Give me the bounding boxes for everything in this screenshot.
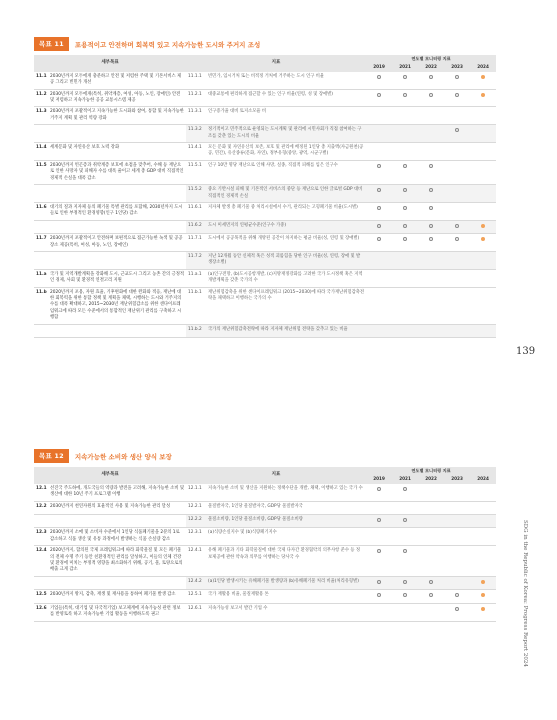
target-text: 2030년까지 천연자원의 효율적인 사용 및 지속가능한 관리 달성 — [48, 501, 186, 514]
target-number — [34, 515, 48, 528]
target-number: 11.1 — [34, 72, 48, 89]
year-cell — [418, 160, 444, 184]
year-header: 2022 — [418, 63, 444, 71]
indicator-text: 지속가능성 보고서 발간 기업 수 — [206, 603, 366, 621]
year-cell — [470, 590, 496, 603]
table-row — [34, 590, 496, 603]
year-cell — [444, 202, 470, 220]
year-cell — [392, 125, 418, 143]
target-number: 12.4 — [34, 546, 48, 577]
year-cell — [392, 107, 418, 125]
year-cell — [392, 185, 418, 203]
target-number: 11.5 — [34, 160, 48, 184]
year-cell — [366, 528, 392, 546]
target-text: 세계문화 및 자연유산 보호 노력 강화 — [48, 143, 186, 161]
table-row — [34, 202, 496, 220]
year-cell — [418, 220, 444, 233]
open-circle-marker — [429, 224, 433, 228]
indicator-number: 11.b.1 — [186, 287, 206, 324]
report-title-vertical: SDG in the Republic of Korea: Progress Report 2024 — [522, 520, 528, 667]
target-header: 세부목표 — [34, 467, 186, 484]
year-cell — [418, 143, 444, 161]
indicator-text: 재난위험감축을 위한 센다이프레임워크 (2015~2030)에 따라 국가재난위험감축전략을 채택하고 이행하는 국가의 수 — [206, 287, 366, 324]
open-circle-marker — [455, 75, 459, 79]
table-row — [34, 220, 496, 233]
indicator-number: 11.5.2 — [186, 185, 206, 203]
year-cell — [392, 234, 418, 252]
indicator-number: 12.3.1 — [186, 528, 206, 546]
year-cell — [470, 324, 496, 337]
indicator-number: 11.2.1 — [186, 89, 206, 107]
table-row — [34, 251, 496, 269]
year-cell — [392, 515, 418, 528]
year-cell — [366, 515, 392, 528]
indicator-text: 대중교통에 편리하게 접근할 수 있는 인구 비율(연령, 성 및 장애별) — [206, 89, 366, 107]
year-cell — [470, 160, 496, 184]
monitoring-header: 연도별 모니터링 지표 — [366, 55, 496, 63]
target-number — [34, 220, 48, 233]
year-cell — [392, 590, 418, 603]
indicator-text: 중요 기반시설 피해 및 기본적인 서비스의 중단 등 재난으로 인한 글로벌 GDP 대비 직접적인 경제적 손실 — [206, 185, 366, 203]
open-circle-marker — [377, 518, 381, 522]
year-cell — [418, 72, 444, 89]
indicator-text: 인구증가율 대비 토지소모율 비 — [206, 107, 366, 125]
year-cell — [392, 72, 418, 89]
year-cell — [366, 501, 392, 514]
year-cell — [366, 107, 392, 125]
indicator-number: 12.4.1 — [186, 546, 206, 577]
indicator-text: 인구 10만 명당 재난으로 인해 사망, 실종, 직접적 피해를 입은 인구수 — [206, 160, 366, 184]
indicator-number: 11.6.1 — [186, 202, 206, 220]
year-cell — [366, 324, 392, 337]
target-number: 12.5 — [34, 590, 48, 603]
open-circle-marker — [455, 128, 459, 132]
year-header: 2023 — [444, 63, 470, 71]
goal-12-header — [34, 449, 172, 463]
indicator-text: 도시 미세먼지의 연평균수준(인구수 가중) — [206, 220, 366, 233]
open-circle-marker — [429, 188, 433, 192]
year-cell — [444, 160, 470, 184]
open-circle-marker — [377, 206, 381, 210]
filled-dot-marker — [481, 75, 485, 79]
year-cell — [418, 576, 444, 589]
year-cell — [418, 484, 444, 501]
open-circle-marker — [403, 224, 407, 228]
year-cell — [418, 251, 444, 269]
year-header: 2023 — [444, 475, 470, 483]
year-cell — [392, 220, 418, 233]
target-text: 2030년까지 모두에게 충분하고 안전 및 저렴한 주택 및 기본서비스 제공 그리고 빈민가 개선 — [48, 72, 186, 89]
open-circle-marker — [429, 580, 433, 584]
target-text: 대기의 질과 지자체 등의 폐기물 특별 관리를 포함해, 2030년까지 도시들로 인한 부정적인 환경영향(인구 1인당) 감소 — [48, 202, 186, 220]
open-circle-marker — [455, 607, 459, 611]
table-row — [34, 234, 496, 252]
goal-badge: 목표 11 — [34, 37, 69, 51]
indicator-number: 11.b.2 — [186, 324, 206, 337]
table-row — [34, 72, 496, 89]
year-cell — [366, 269, 392, 287]
year-header: 2021 — [392, 63, 418, 71]
year-cell — [392, 501, 418, 514]
open-circle-marker — [429, 237, 433, 241]
target-number — [34, 251, 48, 269]
goal-12-table — [34, 467, 496, 622]
table-row — [34, 515, 496, 528]
indicator-number: 12.2.2 — [186, 515, 206, 528]
year-cell — [418, 185, 444, 203]
year-cell — [392, 603, 418, 621]
indicator-number: 11.5.1 — [186, 160, 206, 184]
year-cell — [470, 143, 496, 161]
table-row — [34, 89, 496, 107]
table-row — [34, 125, 496, 143]
table-row — [34, 528, 496, 546]
year-cell — [470, 269, 496, 287]
year-cell — [470, 287, 496, 324]
year-cell — [444, 546, 470, 577]
open-circle-marker — [429, 93, 433, 97]
year-cell — [366, 202, 392, 220]
target-header: 세부목표 — [34, 55, 186, 72]
indicator-text: 지난 12개월 동안 신체적 혹은 성적 괴롭힘을 당한 인구 비율(성, 연령, 장애 및 발생장소별) — [206, 251, 366, 269]
year-cell — [366, 125, 392, 143]
year-cell — [470, 202, 496, 220]
year-cell — [444, 576, 470, 589]
target-text: 2030년까지 소매 및 소비자 수준에서 1인당 식품폐기물을 2분의 1로 감소하고 식품 생산 및 유통 과정에서 발생하는 식품 손실량 감소 — [48, 528, 186, 546]
target-number — [34, 324, 48, 337]
year-cell — [418, 269, 444, 287]
year-cell — [470, 576, 496, 589]
year-cell — [470, 515, 496, 528]
target-number: 11.4 — [34, 143, 48, 161]
year-cell — [366, 160, 392, 184]
indicator-text: 정기적이고 민주적으로 운영되는 도시계획 및 관리에 시민사회가 직접 참여하는 구조를 갖춘 있는 도시의 비율 — [206, 125, 366, 143]
open-circle-marker — [377, 237, 381, 241]
year-cell — [418, 107, 444, 125]
year-cell — [366, 546, 392, 577]
open-circle-marker — [377, 93, 381, 97]
year-cell — [470, 185, 496, 203]
year-cell — [366, 603, 392, 621]
year-cell — [392, 324, 418, 337]
year-cell — [366, 234, 392, 252]
target-text: 국가 및 지역개발계획을 강화해 도시, 근교도시 그리고 농촌 간의 긍정적인 경제, 사회 및 환경적 연결고리 지원 — [48, 269, 186, 287]
open-circle-marker — [403, 188, 407, 192]
open-circle-marker — [377, 580, 381, 584]
target-text: 2030년까지 포괄적이고 지속가능한 도시화와 참여, 통합 및 지속가능한 거주지 계획 및 관리 역량 강화 — [48, 107, 186, 125]
target-text — [48, 324, 186, 337]
table-row — [34, 107, 496, 125]
year-cell — [392, 576, 418, 589]
year-cell — [444, 501, 470, 514]
target-number — [34, 576, 48, 589]
year-header: 2024 — [470, 475, 496, 483]
indicator-text: 물질발자국, 1인당 물질발자국, GDP당 물질발자국 — [206, 501, 366, 514]
open-circle-marker — [403, 206, 407, 210]
table-row — [34, 576, 496, 589]
year-cell — [470, 89, 496, 107]
year-cell — [392, 143, 418, 161]
target-text: 2030년까지 방지, 감축, 재생 및 재사용을 통하여 폐기물 발생 감소 — [48, 590, 186, 603]
year-cell — [444, 603, 470, 621]
monitoring-header: 연도별 모니터링 지표 — [366, 467, 496, 475]
table-row — [34, 160, 496, 184]
target-text: 기업들(특히, 대기업 및 다국적기업) 보고체계에 지속가능성 관련 정보를 반영토록 하고 지속가능한 기업 활동을 이행하도록 권고 — [48, 603, 186, 621]
year-cell — [392, 287, 418, 324]
year-cell — [470, 484, 496, 501]
open-circle-marker — [403, 93, 407, 97]
filled-dot-marker — [481, 593, 485, 597]
year-cell — [366, 251, 392, 269]
year-header: 2022 — [418, 475, 444, 483]
year-cell — [444, 185, 470, 203]
open-circle-marker — [429, 206, 433, 210]
indicator-number: 11.a.1 — [186, 269, 206, 287]
year-header: 2024 — [470, 63, 496, 71]
target-text: 2020년까지, 합의된 국제 프레임워크에 따라 화학물질 및 모든 폐기물의 전체 수명 주기 동안 친환경적인 관리를 달성하고, 이들의 인체 건강 및 환경에 미치는 부정적 영향을 최소화하기 위해, 공기, 물, 토양으로의 배출 크게 감소 — [48, 546, 186, 577]
year-cell — [470, 234, 496, 252]
target-text — [48, 220, 186, 233]
table-row — [34, 484, 496, 501]
year-cell — [444, 515, 470, 528]
open-circle-marker — [429, 164, 433, 168]
target-text: 2030년까지 빈곤층과 취약계층 보호에 초점을 맞추어, 수해 등 재난으로 인한 사망자 및 피해자 수를 대폭 줄이고 세계 총 GDP 대비 직접적인 경제적 손실을 대폭 감소 — [48, 160, 186, 184]
year-cell — [418, 125, 444, 143]
indicator-number: 12.5.1 — [186, 590, 206, 603]
indicator-number: 11.3.1 — [186, 107, 206, 125]
year-cell — [470, 107, 496, 125]
target-text — [48, 251, 186, 269]
indicator-text: 도시에서 공공목적을 위해 개방된 공간이 차지하는 평균 비율(성, 연령 및 장애별) — [206, 234, 366, 252]
year-cell — [366, 185, 392, 203]
target-text — [48, 125, 186, 143]
year-cell — [470, 72, 496, 89]
table-row — [34, 324, 496, 337]
year-cell — [418, 324, 444, 337]
goal-badge: 목표 12 — [34, 449, 69, 463]
year-cell — [418, 546, 444, 577]
indicator-number: 12.1.1 — [186, 484, 206, 501]
target-number: 11.2 — [34, 89, 48, 107]
open-circle-marker — [403, 593, 407, 597]
year-cell — [444, 269, 470, 287]
indicator-text: 빈민가, 임시거처 또는 비적정 거처에 거주하는 도시 인구 비율 — [206, 72, 366, 89]
year-cell — [444, 324, 470, 337]
year-cell — [418, 202, 444, 220]
indicator-text: (a)1인당 발생시키는 유해폐기물 발생량과 (b)유해폐기물 처리 비율(처리유형별) — [206, 576, 366, 589]
year-cell — [418, 603, 444, 621]
year-cell — [470, 546, 496, 577]
target-number: 11.a — [34, 269, 48, 287]
year-cell — [444, 89, 470, 107]
indicator-header: 지표 — [186, 467, 366, 484]
target-text: 2030년까지 포괄적이고 안전하며 보편적으로 접근가능한 녹색 및 공공장소 제공(특히, 여성, 아동, 노인, 장애인) — [48, 234, 186, 252]
indicator-number: 12.4.2 — [186, 576, 206, 589]
indicator-text: 물질소비량, 1인당 물질소비량, GDP당 물질소비량 — [206, 515, 366, 528]
year-cell — [418, 515, 444, 528]
target-text: 2030년까지 모두에게(특히, 취약계층, 여성, 아동, 노인, 장애인) 안전 및 저렴하고 지속가능한 공공 교통시스템 제공 — [48, 89, 186, 107]
year-cell — [444, 484, 470, 501]
open-circle-marker — [377, 188, 381, 192]
year-cell — [470, 251, 496, 269]
year-cell — [366, 72, 392, 89]
indicator-number: 11.4.1 — [186, 143, 206, 161]
open-circle-marker — [429, 593, 433, 597]
year-cell — [444, 72, 470, 89]
year-cell — [392, 160, 418, 184]
year-cell — [444, 107, 470, 125]
open-circle-marker — [403, 518, 407, 522]
open-circle-marker — [403, 164, 407, 168]
indicator-text: 유해 폐기물과 기타 화학물질에 대한 국제 다자간 환경협약의 의무사항 준수 등 정보제공에 관한 약속과 의무를 이행하는 당사국 수 — [206, 546, 366, 577]
target-text: 2020년까지 포용, 자원 효율, 기후변화에 대한 완화와 적응, 재난에 대한 회복력을 위한 통합 정책 및 계획을 채택, 시행하는 도시와 거주지의 수를 대폭 확대하고, 2015~2030년 재난위험감소를 위한 센다이프레임워크에 따라 모든 수준에서의 통합적인 재난위기 관리를 구축하고 시행함 — [48, 287, 186, 324]
open-circle-marker — [403, 549, 407, 553]
year-header: 2019 — [366, 475, 392, 483]
filled-dot-marker — [481, 237, 485, 241]
table-row — [34, 269, 496, 287]
year-header: 2019 — [366, 63, 392, 71]
indicator-text: 국가 재활용 비율, 물질재활용 톤 — [206, 590, 366, 603]
year-cell — [470, 528, 496, 546]
year-cell — [470, 125, 496, 143]
open-circle-marker — [455, 593, 459, 597]
open-circle-marker — [377, 487, 381, 491]
indicator-text: 지속가능한 소비 및 생산을 지원하는 정책수단을 개발, 채택, 이행하고 있는 국가 수 — [206, 484, 366, 501]
year-cell — [418, 287, 444, 324]
open-circle-marker — [403, 75, 407, 79]
year-cell — [392, 528, 418, 546]
year-cell — [444, 251, 470, 269]
indicator-header: 지표 — [186, 55, 366, 72]
indicator-text: 지자체 발생 총 폐기물 중 처리시설에서 수거, 관리되는 고형폐기물 비율(도시별) — [206, 202, 366, 220]
target-number — [34, 125, 48, 143]
indicator-number: 11.3.2 — [186, 125, 206, 143]
year-cell — [392, 202, 418, 220]
indicator-text: (a)식량손실지수 및 (b)식량폐기지수 — [206, 528, 366, 546]
year-cell — [366, 576, 392, 589]
year-cell — [418, 501, 444, 514]
table-row — [34, 185, 496, 203]
open-circle-marker — [455, 237, 459, 241]
filled-dot-marker — [481, 607, 485, 611]
open-circle-marker — [377, 224, 381, 228]
goal-11-header — [34, 37, 260, 51]
year-cell — [392, 251, 418, 269]
year-cell — [366, 143, 392, 161]
indicator-number: 12.2.1 — [186, 501, 206, 514]
year-cell — [366, 484, 392, 501]
target-text — [48, 576, 186, 589]
target-text — [48, 185, 186, 203]
page-number: 139 — [516, 346, 536, 357]
year-cell — [444, 234, 470, 252]
table-row — [34, 287, 496, 324]
year-cell — [444, 287, 470, 324]
year-cell — [392, 546, 418, 577]
open-circle-marker — [403, 237, 407, 241]
table-row — [34, 143, 496, 161]
goal-title: 지속가능한 소비와 생산 양식 보장 — [74, 452, 172, 461]
goal-title: 포용적이고 안전하며 회복력 있고 지속가능한 도시와 주거지 조성 — [74, 40, 261, 49]
year-cell — [392, 89, 418, 107]
year-cell — [418, 528, 444, 546]
target-number: 11.b — [34, 287, 48, 324]
target-number: 12.3 — [34, 528, 48, 546]
year-cell — [444, 590, 470, 603]
year-cell — [366, 590, 392, 603]
year-cell — [366, 89, 392, 107]
indicator-text: (a)인구전망, (b)도시공항개발, (c)지방재정강화를 고려한 국가 도시정책 혹은 지역개발계획을 갖춘 국가의 수 — [206, 269, 366, 287]
year-cell — [418, 590, 444, 603]
year-cell — [392, 484, 418, 501]
filled-dot-marker — [481, 93, 485, 97]
target-text: 선진국 주도하에, 개도국들의 역량과 발전을 고려해, 지속가능한 소비 및 생산에 대한 10년 주기 프로그램 이행 — [48, 484, 186, 501]
year-cell — [470, 603, 496, 621]
target-number: 11.7 — [34, 234, 48, 252]
target-number: 12.1 — [34, 484, 48, 501]
goal-11-table — [34, 55, 496, 338]
target-number: 12.2 — [34, 501, 48, 514]
year-header: 2021 — [392, 475, 418, 483]
indicator-number: 12.6.1 — [186, 603, 206, 621]
year-cell — [444, 143, 470, 161]
indicator-number: 11.7.1 — [186, 234, 206, 252]
open-circle-marker — [377, 549, 381, 553]
year-cell — [392, 269, 418, 287]
indicator-number: 11.6.2 — [186, 220, 206, 233]
year-cell — [418, 89, 444, 107]
table-row — [34, 603, 496, 621]
table-row — [34, 546, 496, 577]
table-row — [34, 501, 496, 514]
open-circle-marker — [455, 224, 459, 228]
open-circle-marker — [429, 75, 433, 79]
indicator-number: 11.7.2 — [186, 251, 206, 269]
indicator-number: 11.1.1 — [186, 72, 206, 89]
open-circle-marker — [455, 93, 459, 97]
year-cell — [444, 220, 470, 233]
year-cell — [444, 528, 470, 546]
year-cell — [470, 501, 496, 514]
target-number — [34, 185, 48, 203]
filled-dot-marker — [481, 224, 485, 228]
open-circle-marker — [377, 75, 381, 79]
open-circle-marker — [377, 164, 381, 168]
year-cell — [366, 287, 392, 324]
target-number: 11.3 — [34, 107, 48, 125]
open-circle-marker — [403, 580, 407, 584]
target-number: 12.6 — [34, 603, 48, 621]
open-circle-marker — [377, 593, 381, 597]
year-cell — [366, 220, 392, 233]
filled-dot-marker — [481, 580, 485, 584]
year-cell — [444, 125, 470, 143]
open-circle-marker — [403, 487, 407, 491]
target-number: 11.6 — [34, 202, 48, 220]
year-cell — [470, 220, 496, 233]
indicator-text: 국가의 재난위험감축전략에 따라 지자체 재난위험 전략을 갖추고 있는 비율 — [206, 324, 366, 337]
target-text — [48, 515, 186, 528]
year-cell — [418, 234, 444, 252]
indicator-text: 모든 문화 및 자연유산의 보존, 보호 및 관리에 배정된 1인당 총 지출액(자금원천(공공, 민간), 유산종류(문화, 자연), 정부유형(중앙, 광역, 시군구별) — [206, 143, 366, 161]
